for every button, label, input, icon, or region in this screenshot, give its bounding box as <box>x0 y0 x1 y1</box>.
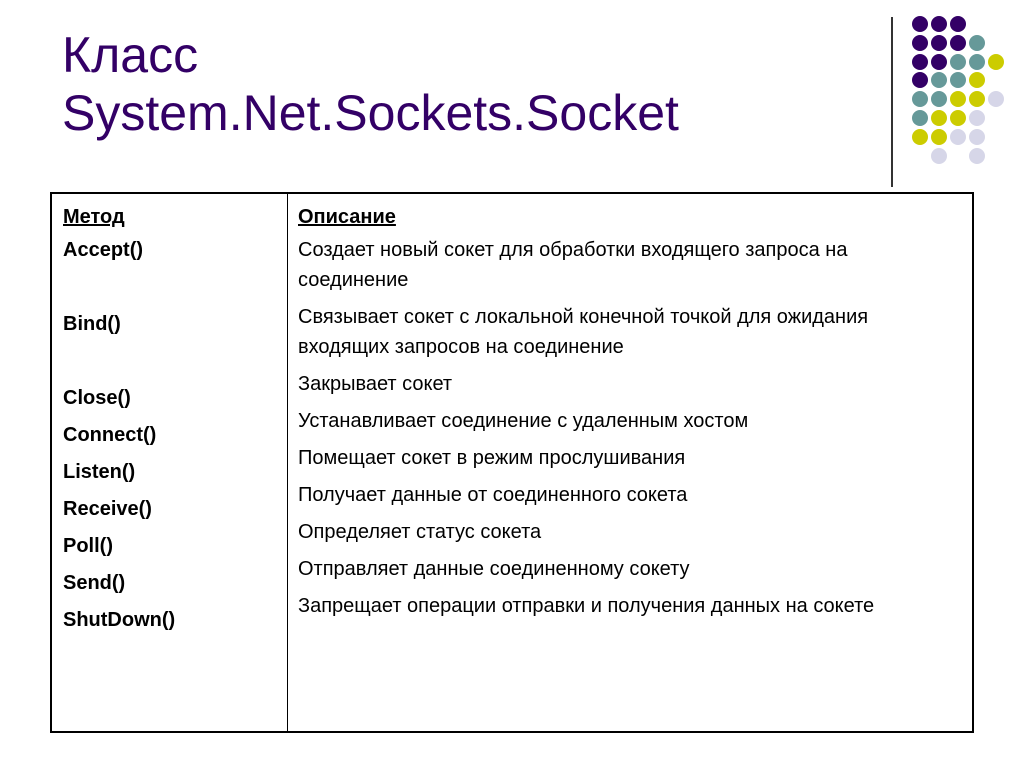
decorative-dot <box>912 54 928 70</box>
column-divider <box>287 194 288 731</box>
decorative-dot <box>969 54 985 70</box>
method-name: Send() <box>63 572 126 594</box>
decorative-dot <box>988 91 1004 107</box>
decorative-dot <box>931 72 947 88</box>
decorative-dot <box>931 16 947 32</box>
method-name: Receive() <box>63 498 152 520</box>
method-description: Закрывает сокет <box>298 373 453 395</box>
title-line-1: Класс <box>62 27 199 83</box>
method-description: Создает новый сокет для обработки входящего запроса на соединение <box>298 239 848 291</box>
method-description: Запрещает операции отправки и получения данных на сокете <box>298 595 875 617</box>
decorative-dot <box>969 91 985 107</box>
decorative-dot <box>931 91 947 107</box>
decorative-dot <box>931 35 947 51</box>
method-description: Помещает сокет в режим прослушивания <box>298 447 686 469</box>
method-name: Connect() <box>63 424 157 446</box>
method-name: Listen() <box>63 461 136 483</box>
method-name: Accept() <box>63 239 144 261</box>
description-header: Описание <box>298 206 396 228</box>
decorative-dot <box>912 16 928 32</box>
decorative-dot <box>969 35 985 51</box>
decorative-dot <box>931 129 947 145</box>
decorative-dot <box>950 54 966 70</box>
decorative-dot <box>950 16 966 32</box>
description-column <box>298 204 963 628</box>
method-description: Связывает сокет с локальной конечной точкой для ожидания входящих запросов на соединение <box>298 306 869 358</box>
decorative-dot <box>950 72 966 88</box>
decorative-dot <box>988 54 1004 70</box>
decorative-dot <box>969 129 985 145</box>
method-description: Определяет статус сокета <box>298 521 542 543</box>
method-name: Bind() <box>63 313 121 335</box>
decorative-dot <box>912 110 928 126</box>
decorative-dot <box>950 110 966 126</box>
method-column <box>63 204 175 642</box>
method-description: Отправляет данные соединенному сокету <box>298 558 690 580</box>
decorative-dot <box>969 148 985 164</box>
method-name: ShutDown() <box>63 609 176 631</box>
method-header: Метод <box>63 206 125 228</box>
methods-table <box>50 192 974 733</box>
decorative-dot <box>931 110 947 126</box>
decorative-dot <box>912 72 928 88</box>
decorative-dot <box>912 35 928 51</box>
slide-title <box>62 26 679 142</box>
decorative-dot <box>931 54 947 70</box>
decorative-dot <box>912 91 928 107</box>
method-name: Close() <box>63 387 131 409</box>
method-description: Получает данные от соединенного сокета <box>298 484 688 506</box>
decorative-dot <box>912 129 928 145</box>
decorative-dot <box>931 148 947 164</box>
decorative-dot <box>969 72 985 88</box>
decorative-dot <box>950 129 966 145</box>
decorative-divider <box>891 17 893 187</box>
method-name: Poll() <box>63 535 113 557</box>
method-description: Устанавливает соединение с удаленным хостом <box>298 410 749 432</box>
decorative-dot <box>950 35 966 51</box>
title-line-2: System.Net.Sockets.Socket <box>62 85 679 141</box>
decorative-dot <box>969 110 985 126</box>
decorative-dot <box>950 91 966 107</box>
